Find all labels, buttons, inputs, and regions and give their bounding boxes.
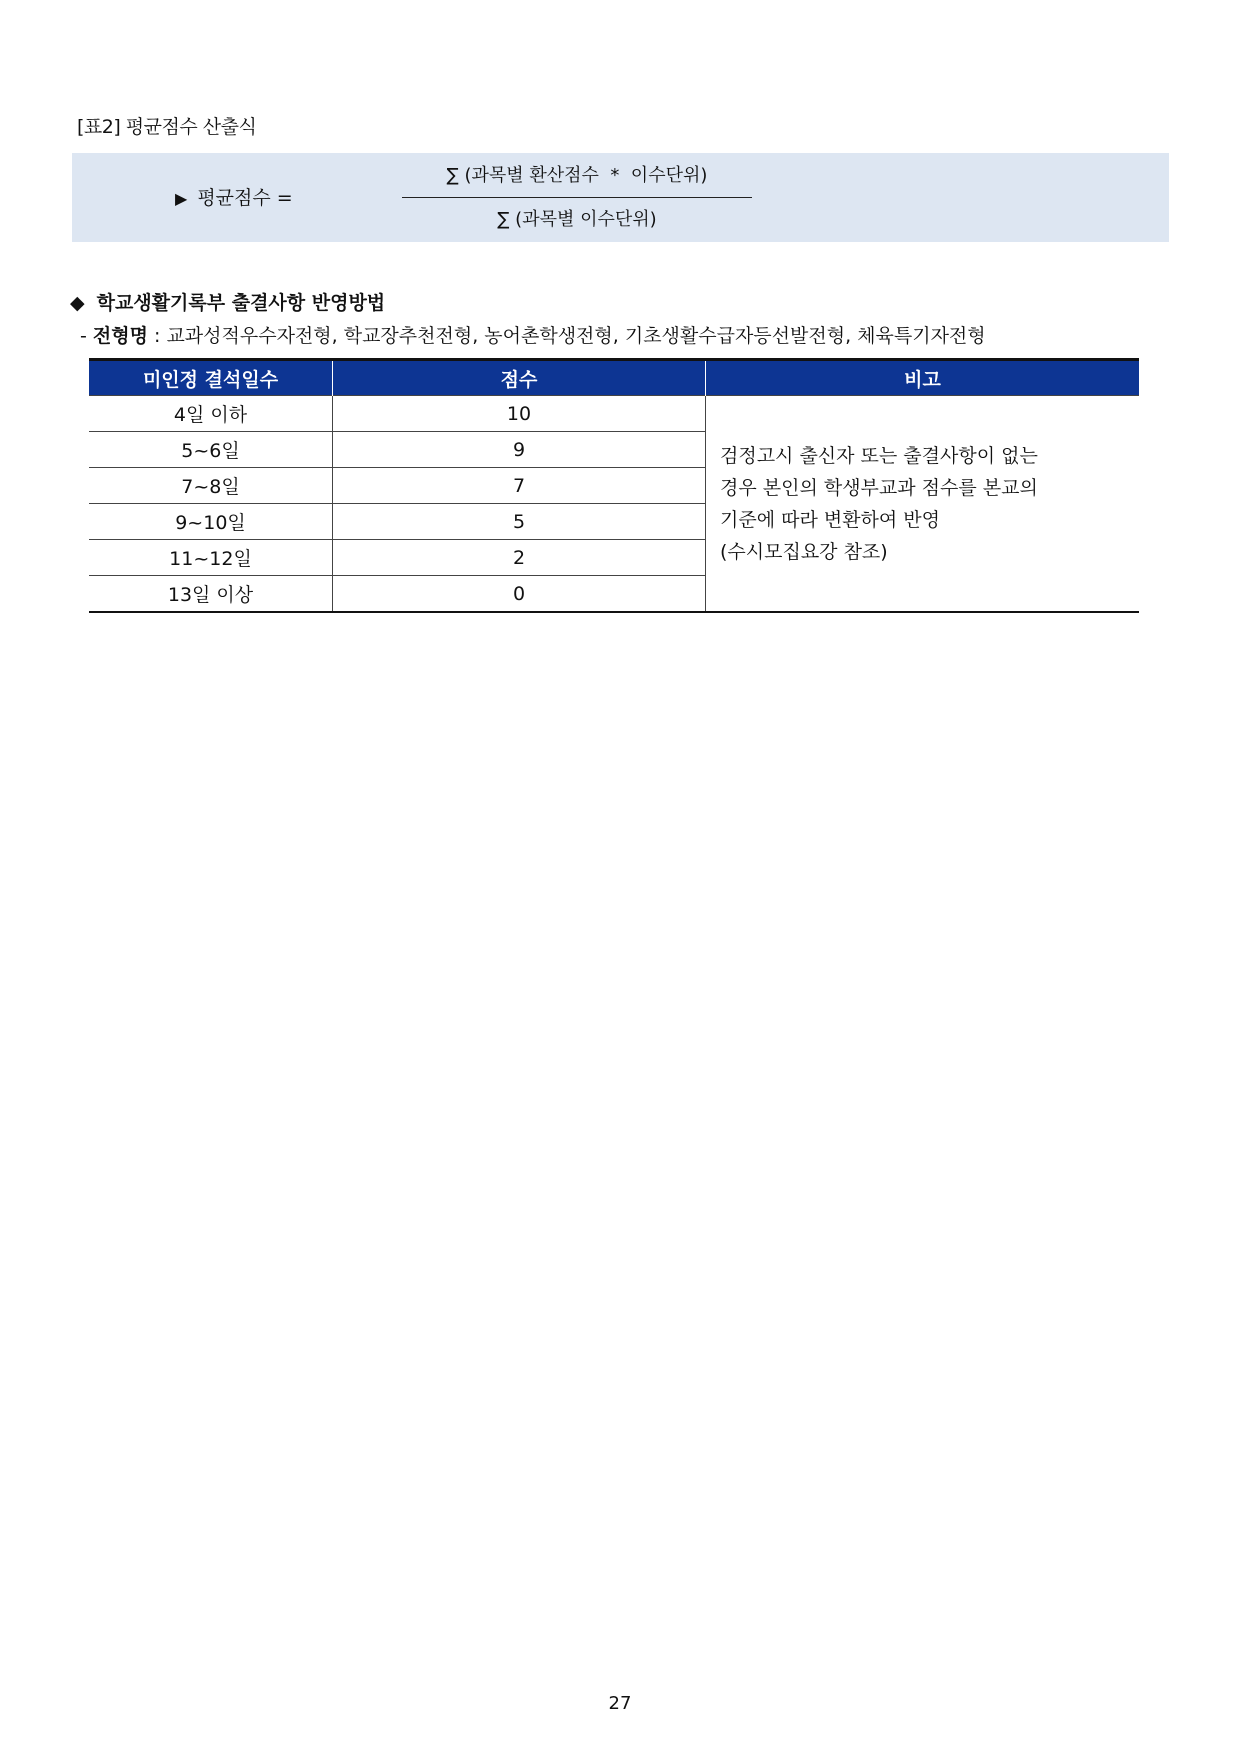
section-heading-text: 학교생활기록부 출결사항 반영방법 [96,292,386,314]
header-absence-days: 미인정 결석일수 [89,360,333,396]
score-cell: 5 [333,504,706,540]
score-cell: 0 [333,576,706,613]
dash-bullet: - [80,325,93,347]
table-header-row [89,360,1139,396]
remarks-cell [706,396,1140,613]
page-number: 27 [608,1693,632,1714]
absence-days-cell: 7~8일 [89,468,333,504]
selection-types-line [80,321,986,348]
formula-lhs-text: 평균점수 = [197,187,293,209]
section-heading [70,288,385,315]
formula-left-side [175,183,293,210]
average-score-formula-box [72,153,1169,242]
table-caption: [표2] 평균점수 산출식 [77,116,257,138]
header-score: 점수 [333,360,706,396]
fraction-bar [402,197,752,198]
absence-days-cell: 5~6일 [89,432,333,468]
selection-separator: : [147,325,167,347]
selection-value: 교과성적우수자전형, 학교장추천전형, 농어촌학생전형, 기초생활수급자등선발전형, 체육특기자전형 [166,325,986,347]
formula-numerator: ∑ (과목별 환산점수 * 이수단위) [446,165,708,186]
absence-days-cell: 11~12일 [89,540,333,576]
remarks-line: 기준에 따라 변환하여 반영 [720,508,941,531]
score-cell: 10 [333,396,706,432]
score-cell: 2 [333,540,706,576]
absence-days-cell: 4일 이하 [89,396,333,432]
table-row [89,396,1139,432]
diamond-bullet-icon: ◆ [70,292,85,314]
formula-denominator: ∑ (과목별 이수단위) [497,209,657,230]
score-cell: 9 [333,432,706,468]
formula-fraction [402,161,752,237]
remarks-line: 검정고시 출신자 또는 출결사항이 없는 [720,444,1038,467]
remarks-line: (수시모집요강 참조) [720,540,888,563]
absence-days-cell: 9~10일 [89,504,333,540]
score-cell: 7 [333,468,706,504]
absence-days-cell: 13일 이상 [89,576,333,613]
absence-score-table [89,358,1139,613]
remarks-line: 경우 본인의 학생부교과 점수를 본교의 [720,476,1038,499]
triangle-arrow-icon: ▶ [175,189,188,208]
header-remarks: 비고 [706,360,1140,396]
selection-label: 전형명 [92,325,148,347]
